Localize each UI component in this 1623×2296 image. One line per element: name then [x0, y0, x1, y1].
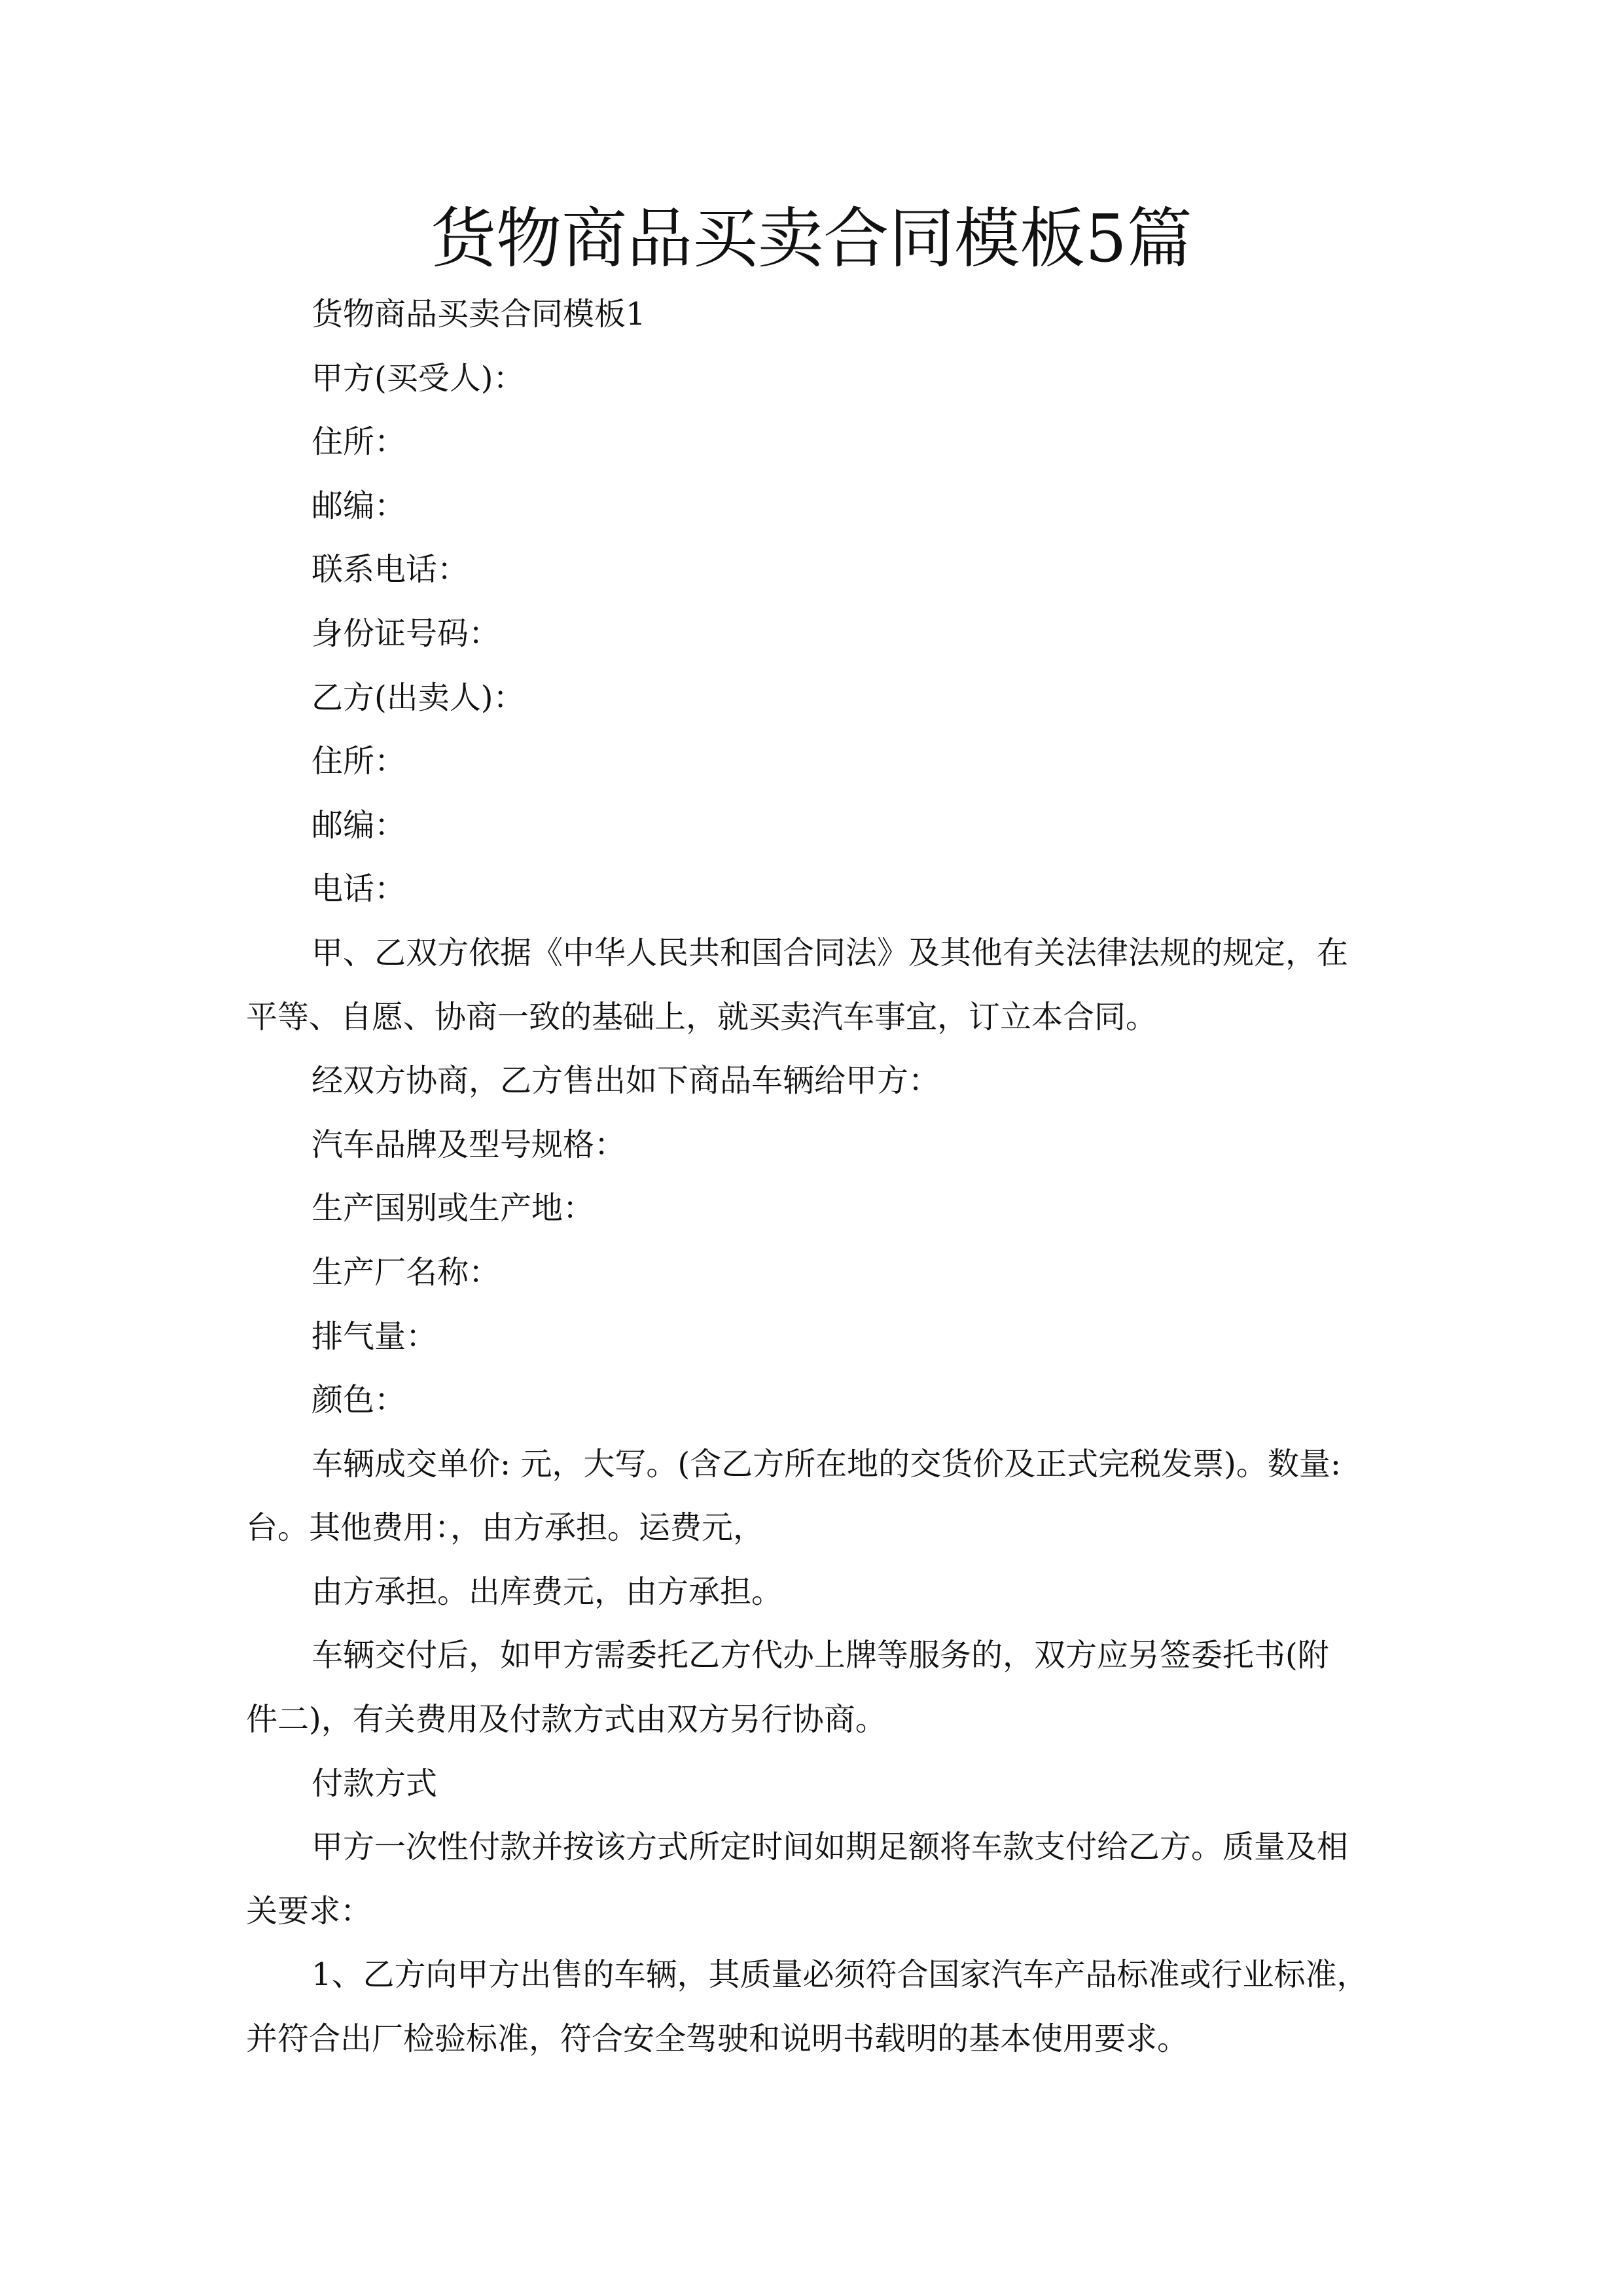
text-line: 车辆成交单价: 元，大写。(含乙方所在地的交货价及正式完税发票)。数量:	[312, 1445, 1342, 1482]
text-line: 甲方一次性付款并按该方式所定时间如期足额将车款支付给乙方。质量及相	[312, 1829, 1349, 1866]
text-line: 排气量：	[312, 1318, 438, 1355]
text-line: 邮编：	[312, 806, 406, 844]
text-line: 邮编：	[312, 487, 406, 524]
text-line: 身份证号码：	[312, 615, 501, 652]
text-line: 生产国别或生产地：	[312, 1190, 595, 1227]
text-line: 货物商品买卖合同模板1	[312, 296, 646, 332]
text-line: 住所：	[312, 423, 406, 461]
text-line: 住所：	[312, 743, 406, 780]
text-line: 汽车品牌及型号规格：	[312, 1126, 626, 1163]
text-line: 颜色：	[312, 1382, 406, 1419]
text-line: 经双方协商，乙方售出如下商品车辆给甲方：	[312, 1062, 940, 1100]
text-line: 关要求：	[246, 1892, 372, 1929]
text-line: 平等、自愿、协商一致的基础上，就买卖汽车事宜，订立本合同。	[246, 998, 1158, 1035]
text-line: 件二)，有关费用及付款方式由双方另行协商。	[246, 1701, 887, 1738]
text-line: 并符合出厂检验标准，符合安全驾驶和说明书载明的基本使用要求。	[246, 2020, 1189, 2058]
text-line: 联系电话：	[312, 551, 469, 588]
text-line: 甲方(买受人)：	[312, 359, 525, 397]
document-title: 货物商品买卖合同模板5篇	[431, 200, 1192, 277]
text-line: 电话：	[312, 870, 406, 908]
text-line: 1、乙方向甲方出售的车辆，其质量必须符合国家汽车产品标准或行业标准，	[312, 1956, 1368, 1994]
document-body	[246, 283, 1378, 2072]
text-line: 付款方式	[312, 1765, 438, 1802]
text-line: 由方承担。出库费元，由方承担。	[312, 1573, 783, 1610]
text-line: 车辆交付后，如甲方需委托乙方代办上牌等服务的，双方应另签委托书(附	[312, 1637, 1329, 1674]
text-line: 生产厂名称：	[312, 1253, 501, 1291]
text-line: 台。其他费用：，由方承担。运费元，	[246, 1509, 765, 1547]
text-line: 乙方(出卖人)：	[312, 679, 525, 716]
text-line: 甲、乙双方依据《中华人民共和国合同法》及其他有关法律法规的规定，在	[312, 934, 1349, 971]
